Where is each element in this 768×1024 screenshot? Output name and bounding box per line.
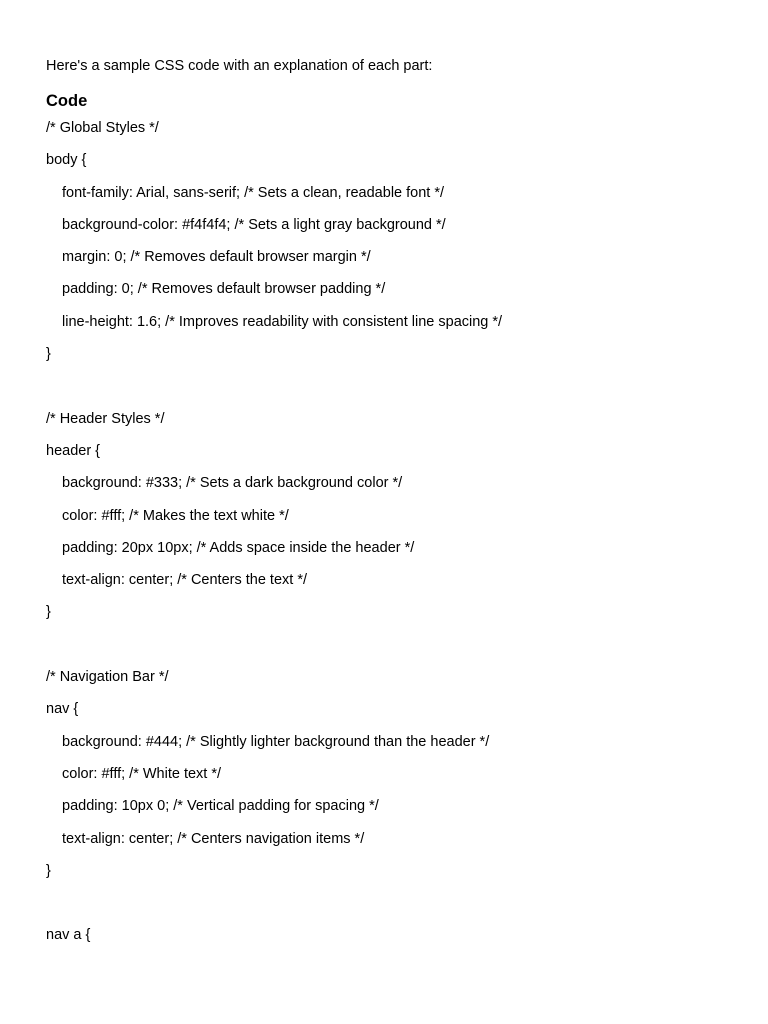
code-line: } — [46, 604, 51, 621]
code-line: color: #fff; /* Makes the text white */ — [62, 507, 289, 524]
code-line: /* Header Styles */ — [46, 410, 165, 427]
blank-line — [46, 376, 748, 408]
code-line: /* Global Styles */ — [46, 120, 159, 136]
blank-line — [46, 635, 748, 667]
code-line: text-align: center; /* Centers navigation items */ — [62, 830, 365, 847]
code-line: nav { — [46, 701, 79, 718]
code-line: font-family: Arial, sans-serif; /* Sets a clean, readable font */ — [62, 184, 445, 201]
code-line: margin: 0; /* Removes default browser margin */ — [62, 249, 371, 266]
document-page — [46, 56, 748, 958]
code-line: } — [46, 346, 51, 363]
code-line: background: #333; /* Sets a dark background color */ — [62, 475, 403, 492]
code-line: padding: 10px 0; /* Vertical padding for spacing */ — [62, 798, 379, 815]
code-line: header { — [46, 442, 101, 459]
code-line: } — [46, 862, 51, 879]
code-line: body { — [46, 152, 87, 169]
code-line: /* Navigation Bar */ — [46, 669, 169, 686]
section-heading: Code — [46, 92, 88, 110]
code-line: background-color: #f4f4f4; /* Sets a light gray background */ — [62, 216, 446, 233]
code-line: text-align: center; /* Centers the text */ — [62, 572, 308, 589]
code-line: background: #444; /* Slightly lighter background than the header */ — [62, 733, 490, 750]
code-line: padding: 0; /* Removes default browser padding */ — [62, 281, 386, 298]
code-line: color: #fff; /* White text */ — [62, 765, 222, 782]
code-line: padding: 20px 10px; /* Adds space inside the header */ — [62, 539, 415, 556]
code-line: nav a { — [46, 927, 91, 944]
code-block — [46, 118, 748, 958]
intro-text: Here's a sample CSS code with an explanation of each part: — [46, 58, 433, 74]
blank-line — [46, 893, 748, 925]
code-line: line-height: 1.6; /* Improves readability with consistent line spacing */ — [62, 313, 503, 330]
